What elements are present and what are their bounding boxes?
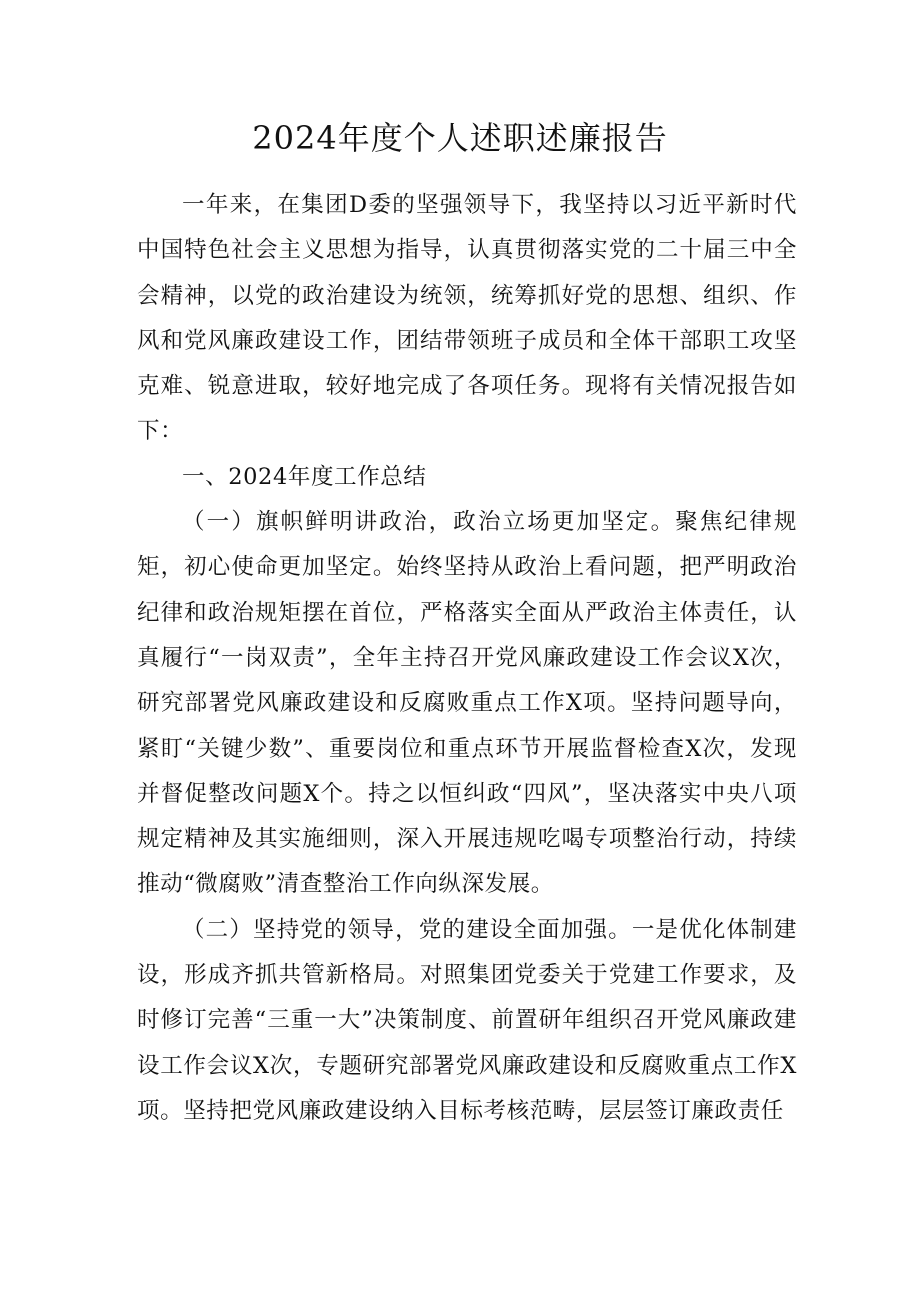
paragraph-party-leadership: （二）坚持党的领导，党的建设全面加强。一是优化体制建设，形成齐抓共管新格局。对照集团党委关于党建工作要求，及时修订完善“三重一大”决策制度、前置研年组织召开党风廉政建设工作会议X次，专题研究部署党风廉政建设和反腐败重点工作X项。坚持把党风廉政建设纳入目标考核范畴，层层签订廉政责任 [137, 916, 797, 1124]
paragraph-political-stance: （一）旗帜鲜明讲政治，政治立场更加坚定。聚焦纪律规矩，初心使命更加坚定。始终坚持从政治上看问题，把严明政治纪律和政治规矩摆在首位，严格落实全面从严政治主体责任，认真履行“一岗双责”，全年主持召开党风廉政建设工作会议X次，研究部署党风廉政建设和反腐败重点工作X项。坚持问题导向，紧盯“关键少数”、重要岗位和重点环节开展监督检查X次，发现并督促整改问题X个。持之以恒纠政“四风”，坚决落实中央八项规定精神及其实施细则，深入开展违规吃喝专项整治行动，持续推动“微腐败”清查整治工作向纵深发展。 [137, 509, 797, 898]
document-body [137, 183, 797, 1134]
intro-paragraph: 一年来，在集团D委的坚强领导下，我坚持以习近平新时代中国特色社会主义思想为指导，认真贯彻落实党的二十届三中全会精神，以党的政治建设为统领，统筹抓好党的思想、组织、作风和党风廉政建设工作，团结带领班子成员和全体干部职工攻坚克难、锐意进取，较好地完成了各项任务。现将有关情况报告如下： [137, 192, 797, 445]
document-title: 2024年度个人述职述廉报告 [252, 119, 668, 157]
section-heading-work-summary: 一、2024年度工作总结 [182, 463, 427, 490]
